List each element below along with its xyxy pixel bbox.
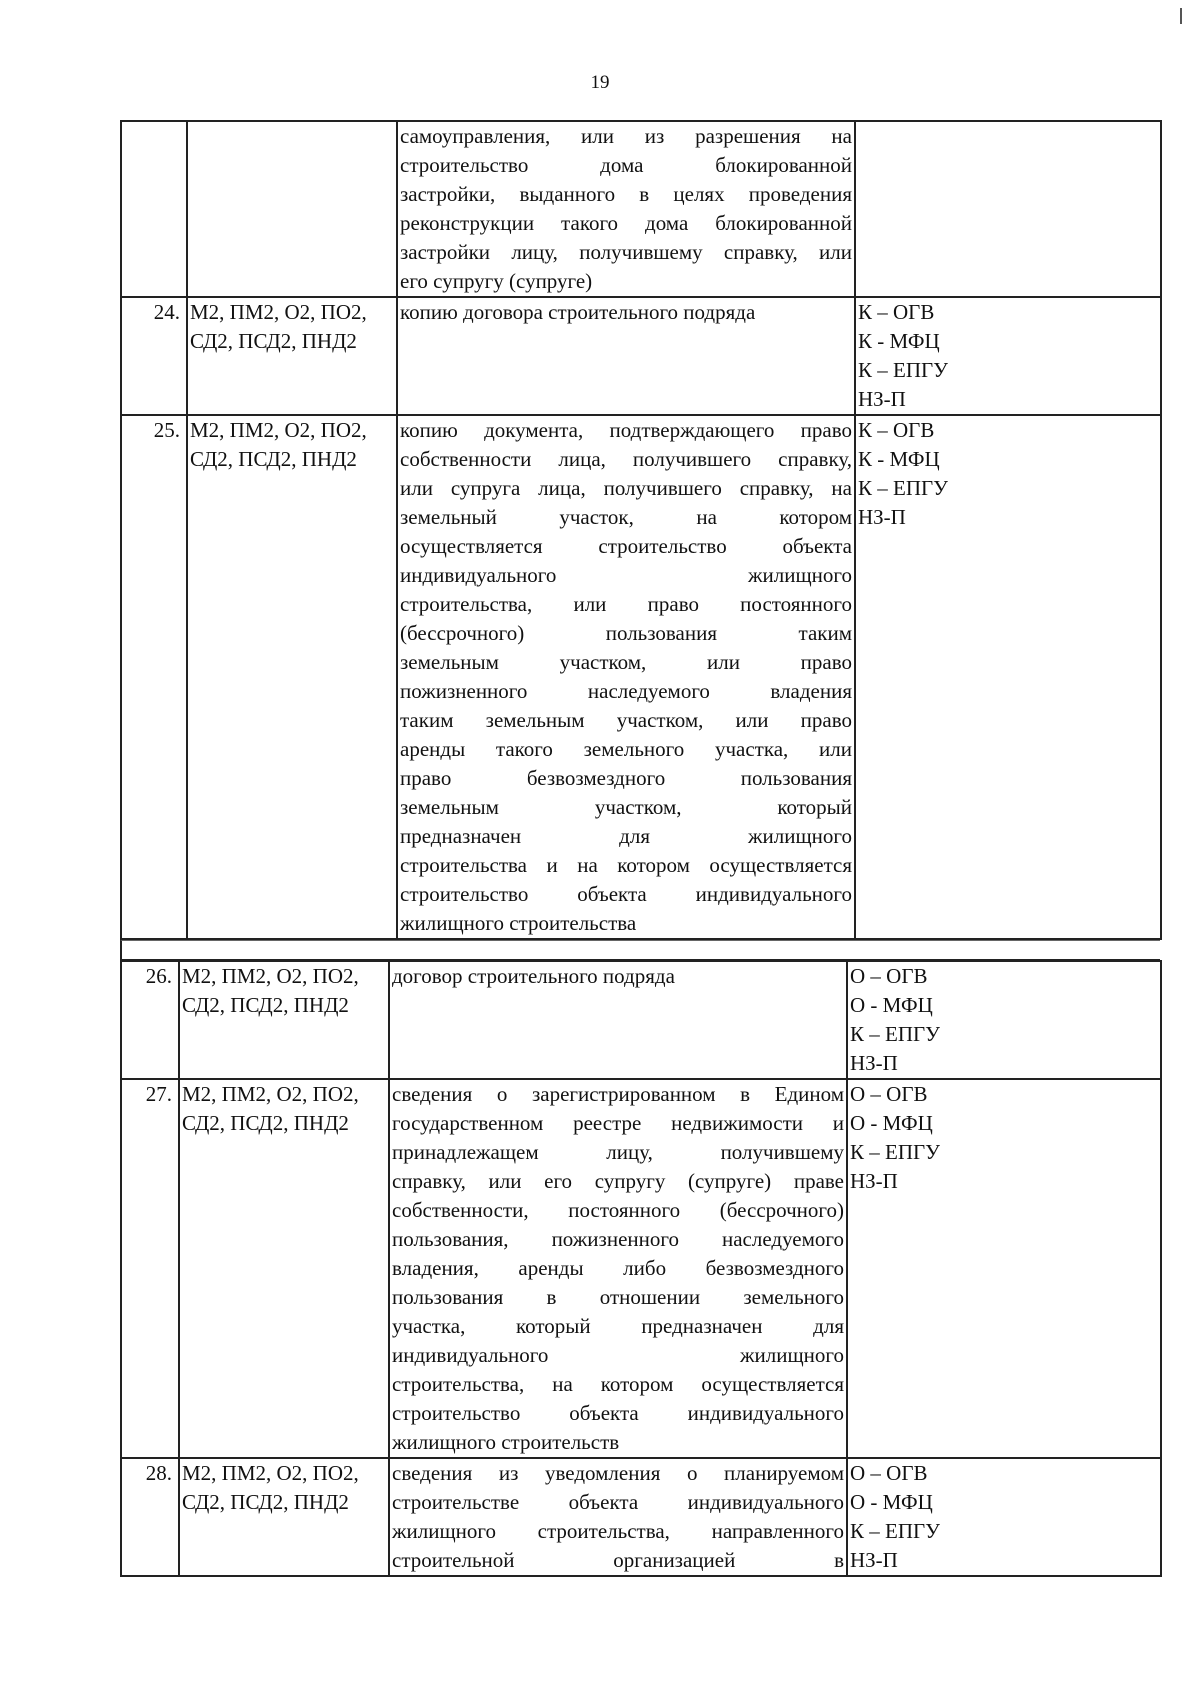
document-description-line: жилищного строительства, направленного [392,1519,844,1543]
applicant-codes-cell [179,1458,389,1576]
applicant-codes-line: М2, ПМ2, О2, ПО2, [182,964,359,988]
document-description-line: строительства, или право постоянного [400,592,852,616]
document-description-line: жилищного строительств [392,1430,620,1454]
applicant-codes-cell [187,121,397,297]
submission-method-line: О - МФЦ [850,1490,933,1514]
document-description-line: сведения о зарегистрированном в Едином [392,1082,844,1106]
document-description-cell [397,297,855,415]
document-description-line: осуществляется строительство объекта [400,534,852,558]
applicant-codes-cell [187,297,397,415]
document-description-line: строительство объекта индивидуального [400,882,852,906]
document-description-line: самоуправления, или из разрешения на [400,124,852,148]
document-description-cell [397,415,855,939]
submission-method-line: О - МФЦ [850,1111,933,1135]
document-description-line: строительство объекта индивидуального [392,1401,844,1425]
submission-method-line: О – ОГВ [850,1082,928,1106]
document-description-line: (бессрочного) пользования таким [400,621,852,645]
document-description-line: справку, или его супругу (супруге) праве [392,1169,844,1193]
applicant-codes-cell [179,961,389,1079]
document-description-line: право безвозмездного пользования [400,766,852,790]
submission-method-cell [855,121,1161,297]
applicant-codes-line: СД2, ПСД2, ПНД2 [182,1111,349,1135]
document-description-cell [389,961,847,1079]
document-description-line: жилищного строительства [400,911,637,935]
table-row [121,1079,1161,1458]
submission-method-line: К – ЕПГУ [850,1519,941,1543]
table-row [121,297,1161,415]
document-description-line: земельным участком, или право [400,650,852,674]
document-description-line: копию договора строительного подряда [400,300,756,324]
document-description-line: владения, аренды либо безвозмездного [392,1256,844,1280]
applicant-codes-cell [179,1079,389,1458]
applicant-codes-line: М2, ПМ2, О2, ПО2, [190,300,367,324]
document-description-cell [397,121,855,297]
row-number: 28. [145,1461,172,1485]
document-description-line: копию документа, подтверждающего право [400,418,852,442]
document-description-line: строительство дома блокированной [400,153,852,177]
submission-method-line: НЗ-П [858,387,906,411]
table-row [121,1458,1161,1576]
document-description-line: государственном реестре недвижимости и [392,1111,844,1135]
table-row [121,961,1161,1079]
document-description-line: пользования, пожизненного наследуемого [392,1227,844,1251]
document-description-line: застройки лицу, получившему справку, или [400,240,852,264]
table-row [121,121,1161,297]
document-description-line: индивидуального жилищного [400,563,852,587]
document-description-cell [389,1458,847,1576]
submission-method-line: НЗ-П [850,1548,898,1572]
applicant-codes-line: М2, ПМ2, О2, ПО2, [182,1082,359,1106]
document-description-line: таким земельным участком, или право [400,708,852,732]
submission-method-line: О – ОГВ [850,1461,928,1485]
submission-method-line: К – ЕПГУ [858,358,949,382]
document-description-line: земельным участком, который [400,795,852,819]
submission-method-line: О – ОГВ [850,964,928,988]
row-number-cell [121,1458,179,1576]
document-description-line: его супругу (супруге) [400,269,593,293]
document-description-line: принадлежащем лицу, получившему [392,1140,844,1164]
document-description-line: пользования в отношении земельного [392,1285,844,1309]
table-row [121,415,1161,939]
row-number: 25. [153,418,180,442]
document-description-line: строительной организацией в [392,1548,844,1572]
submission-method-line: К – ЕПГУ [850,1022,941,1046]
documents-table-part-1 [120,120,1162,940]
document-description-line: строительстве объекта индивидуального [392,1490,844,1514]
submission-method-line: К – ЕПГУ [850,1140,941,1164]
row-number-cell [121,121,187,297]
document-description-line: застройки, выданного в целях проведения [400,182,852,206]
document-description-line: строительства и на котором осуществляется [400,853,852,877]
applicant-codes-line: СД2, ПСД2, ПНД2 [190,329,357,353]
scan-edge-mark [1180,8,1182,24]
submission-method-cell [847,1458,1161,1576]
document-description-line: земельный участок, на котором [400,505,852,529]
document-description-line: собственности, постоянного (бессрочного) [392,1198,844,1222]
row-number-cell [121,1079,179,1458]
document-description-line: строительства, на котором осуществляется [392,1372,844,1396]
submission-method-cell [855,297,1161,415]
submission-method-line: НЗ-П [850,1051,898,1075]
page-number: 19 [590,72,610,93]
submission-method-line: К – ЕПГУ [858,476,949,500]
applicant-codes-cell [187,415,397,939]
submission-method-line: К – ОГВ [858,418,935,442]
document-description-cell [389,1079,847,1458]
document-description-line: сведения из уведомления о планируемом [392,1461,844,1485]
document-description-line: договор строительного подряда [392,964,675,988]
submission-method-line: К - МФЦ [858,447,940,471]
submission-method-line: О - МФЦ [850,993,933,1017]
applicant-codes-line: СД2, ПСД2, ПНД2 [182,993,349,1017]
documents-table-part-2 [120,960,1162,1577]
document-description-line: индивидуального жилищного [392,1343,844,1367]
document-description-line: собственности лица, получившего справку, [400,447,852,471]
submission-method-line: НЗ-П [850,1169,898,1193]
document-description-line: реконструкции такого дома блокированной [400,211,852,235]
applicant-codes-line: М2, ПМ2, О2, ПО2, [190,418,367,442]
row-number-cell [121,415,187,939]
document-description-line: предназначен для жилищного [400,824,852,848]
applicant-codes-line: СД2, ПСД2, ПНД2 [182,1490,349,1514]
row-number: 27. [145,1082,172,1106]
document-description-line: аренды такого земельного участка, или [400,737,852,761]
submission-method-cell [847,961,1161,1079]
row-number: 24. [153,300,180,324]
document-description-line: или супруга лица, получившего справку, на [400,476,852,500]
table-break-row [120,940,1160,961]
submission-method-cell [847,1079,1161,1458]
submission-method-line: НЗ-П [858,505,906,529]
row-number-cell [121,961,179,1079]
submission-method-line: К - МФЦ [858,329,940,353]
submission-method-cell [855,415,1161,939]
row-number-cell [121,297,187,415]
document-description-line: пожизненного наследуемого владения [400,679,852,703]
applicant-codes-line: М2, ПМ2, О2, ПО2, [182,1461,359,1485]
document-description-line: участка, который предназначен для [392,1314,844,1338]
applicant-codes-line: СД2, ПСД2, ПНД2 [190,447,357,471]
submission-method-line: К – ОГВ [858,300,935,324]
row-number: 26. [145,964,172,988]
